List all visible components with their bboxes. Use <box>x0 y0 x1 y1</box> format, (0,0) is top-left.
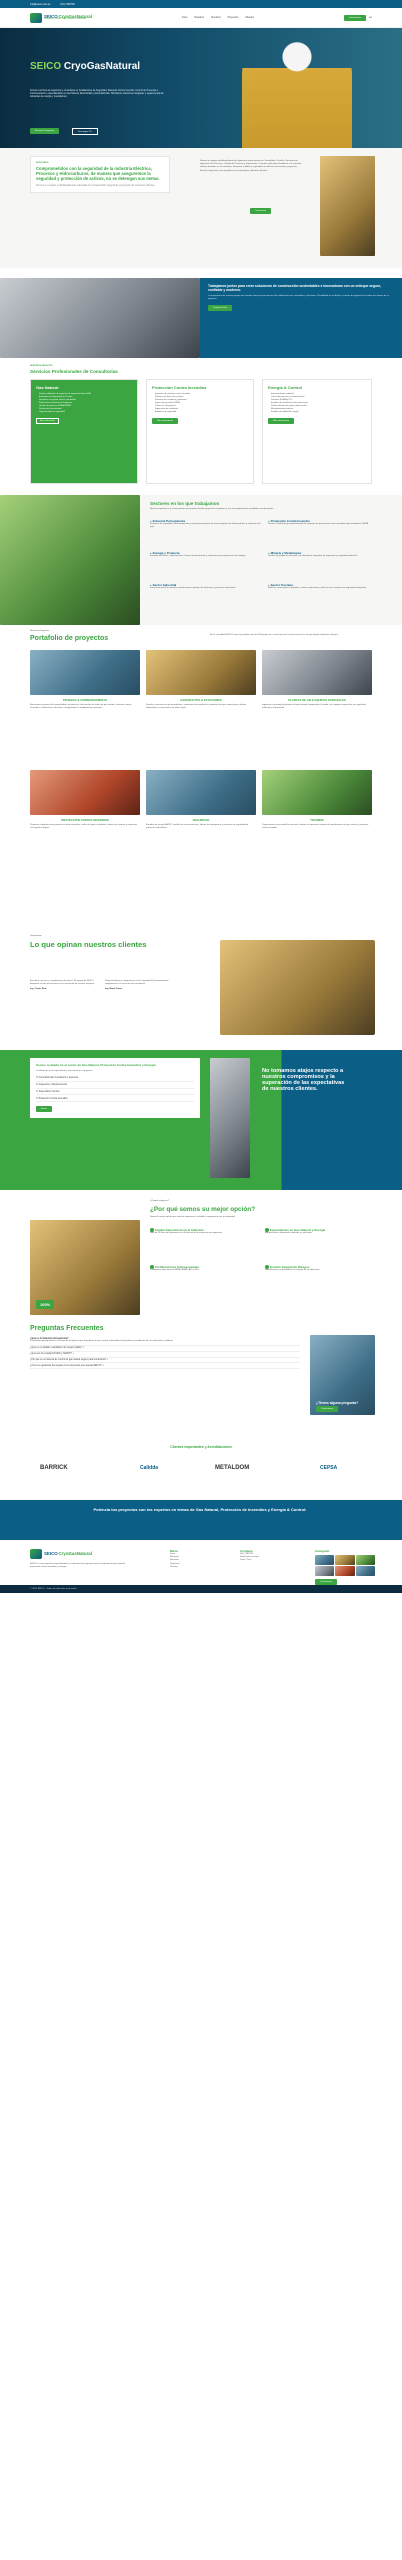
about-button[interactable]: Conócenos <box>250 208 271 214</box>
why-item: Especialistas en Gas Natural y Energía Equipo técnico altamente calificado y certificado. <box>265 1228 326 1235</box>
footer-link[interactable]: Inicio <box>170 1553 176 1555</box>
cta-title: Potencia tus proyectos con los expertos en temas de Gas Natural, Protección de Incendios y Energía & Control: <box>93 1507 307 1512</box>
nav-item-nosotros[interactable]: Nosotros <box>194 16 204 19</box>
footer-menu: Menú Inicio Nosotros Servicios Proyectos Clientes <box>170 1549 180 1568</box>
client-logo-metaldom: METALDOM <box>215 1465 250 1471</box>
why-subtitle: Somos la mejor opción por nuestra experiencia, calidad y compromiso con la seguridad. <box>150 1216 236 1218</box>
service-item: • Inspección y pruebas NFPA <box>155 402 248 405</box>
footer-link[interactable]: Nosotros <box>170 1556 179 1559</box>
why-badge: 100% <box>36 1300 54 1309</box>
sector-item: + Industria Petroquímica Sistemas de seguridad, instrumentación y control para plantas de procesamiento de hidrocarburos y refinerías del país. <box>150 519 261 529</box>
service-item: • Diseño eléctrico de media y baja tensión <box>271 405 366 408</box>
sector-item: + Protección Contra Incendio Diseño, instalación y mantenimiento de sistemas de protección contra incendios bajo estándares NFPA. <box>268 519 369 525</box>
sector-item: + Minería y Metalúrgica Gestión de proyectos mineros con soluciones integrales de ingeniería y seguridad industrial. <box>268 551 358 557</box>
brand-text-2: CryoGasNatural <box>58 13 92 19</box>
service-item: • Diseño y definición de proyectos de ingeniería básica GNV <box>39 393 132 396</box>
footer-contact-button[interactable]: Contáctanos <box>315 1579 337 1585</box>
project-photo <box>30 650 140 695</box>
service-card-energy <box>262 379 372 484</box>
portfolio-kicker: Nuestros Proyectos <box>30 630 50 632</box>
brand-text: SEICO <box>44 13 58 19</box>
project-photo <box>146 770 256 815</box>
hero-worker-image <box>242 34 352 148</box>
service-item: • Supervisión y Gerencia de Proyectos <box>39 402 132 405</box>
service-item: • Instrumentación industrial <box>271 393 366 396</box>
faq-item[interactable]: ¿Qué es un análisis cuantitativo de riesgos (QRA)? + <box>30 1346 300 1352</box>
service-item: • Estudios de coordinación de protecciones <box>271 402 366 405</box>
contact-text: Contáctanos y un especialista te asesorará en tu proyecto. <box>36 1069 93 1072</box>
footer-logo[interactable]: SEICO CryoGasNatural <box>30 1549 92 1559</box>
sectors-title: Sectores en los que trabajamos <box>150 501 220 506</box>
faq-list <box>30 1337 300 1369</box>
project-item[interactable]: SEGURIDAD Estudios de riesgo HAZOP, análisis de consecuencias, planes de emergencia y asesoría en seguridad de procesos industriales. <box>146 818 249 830</box>
phone-text[interactable]: (01) 7483726 <box>60 2 75 6</box>
sectors-subtitle: Nuestra experiencia y conocimiento nos permite atender proyectos complejos y a la vez proporcionar resultados excepcionales. <box>150 508 274 510</box>
banner-title: Trabajamos juntos para crear soluciones de construcción sustentables e innovadoras con un enfoque seguro, confiable y moderno. <box>208 284 382 293</box>
portfolio-section <box>0 630 402 930</box>
client-logo-barrick: BARRICK <box>40 1465 68 1471</box>
why-item: Amplia Experiencia en la Industria Más de 20 años de experiencia en la ejecución de proyectos de ingeniería. <box>150 1228 223 1235</box>
contact-submit-button[interactable]: Enviar <box>36 1106 52 1112</box>
footer-email[interactable]: info@seico.com.pe <box>240 1556 259 1559</box>
copyright-bar: © 2024 SEICO · Todos los derechos reservados <box>0 1585 402 1593</box>
footer-instagram: Instagram Contáctanos <box>315 1549 375 1585</box>
project-item[interactable]: PLANTAS DE GN & EQUIPOS ESPECIALES Ingeniería y montaje de plantas de gas natural comprimido y licuado, con equipos especiales de regulación, medición y odorización. <box>262 698 367 710</box>
logo-icon <box>30 13 42 23</box>
banner-photo <box>0 278 200 358</box>
contact-option[interactable]: ☐ Protección Contra Incendios <box>36 1095 194 1102</box>
client-logo-cepsa: CEPSA <box>320 1465 338 1471</box>
service-title: Gas Natural <box>36 385 59 390</box>
faq-item[interactable]: ¿Cómo se gestionan los riesgos en los proyectos que maneja SEICO? + <box>30 1363 300 1369</box>
services-title: Servicios Profesionales de Consultorías <box>30 369 118 374</box>
faq-cta-text: ¿Tienes alguna pregunta? <box>316 1401 359 1405</box>
testimonial-card: Profesionalismo y compromiso con la seguridad. Recomendamos ampliamente sus servicios de consultoría. Ing. María Torres <box>105 980 169 991</box>
faq-contact-button[interactable]: Contáctanos <box>316 1406 338 1412</box>
sectors-photo <box>0 495 140 625</box>
sectors-content <box>150 501 380 511</box>
footer <box>0 1545 402 2560</box>
testimonials-title: Lo que opinan nuestros clientes <box>30 940 147 949</box>
site-logo[interactable] <box>30 13 92 23</box>
banner-text: La experiencia de nuestro equipo nos permite ofrecer proyectos de alta calidad que son sostenibles y eficientes. Flexibilidad en el diseño y soporte de ingeniería en todas las etapas de su proyecto. <box>208 295 390 301</box>
gas-more-button[interactable]: Más información <box>36 418 59 424</box>
client-logo-calidda: Calidda <box>140 1465 159 1471</box>
service-item: • Pruebas de hermeticidad <box>39 408 132 411</box>
service-item: • Ingeniería de sistemas contra incendios <box>155 393 248 396</box>
cta-section <box>0 1500 402 1540</box>
service-card-fire <box>146 379 254 484</box>
contact-title: Somos tu aliado en el sector de Gas Natural, Protección Contra Incendios y Energía <box>36 1063 156 1067</box>
why-kicker: ¿Porqué elegirnos? <box>150 1200 170 1202</box>
main-nav <box>0 8 402 28</box>
service-item: • Planes de contingencia <box>155 405 248 408</box>
footer-description: SEICO es una empresa especializada en soluciones de ingeniería para la industria de gas natural, protección contra incendios y energía. <box>30 1563 126 1569</box>
projects-button[interactable]: Nuestros Proyectos <box>30 128 59 134</box>
project-item[interactable]: GASODUCTOS & ESTACIONES Diseño y construcción de gasoductos, estaciones de regulación y medición de gas natural para clientes industriales y comerciales en todo el país. <box>146 698 247 710</box>
about-subtitle: Somos un equipo multidisciplinario enfocado en el desarrollo integral de proyectos de nuestros clientes. <box>36 184 156 188</box>
service-title: Protección Contra Incendios <box>152 385 207 390</box>
project-photo <box>146 650 256 695</box>
faq-section <box>0 1325 402 1435</box>
project-photo <box>30 770 140 815</box>
hero <box>0 28 402 148</box>
footer-link[interactable]: Proyectos <box>170 1562 180 1565</box>
why-item: Certificaciones Internacionales Trabajamos bajo normas NFPA, ASME, API e ISO. <box>150 1265 200 1272</box>
contact-photo <box>210 1058 250 1178</box>
contact-quote: No tomamos atajos respecto a nuestros compromisos y la superación de las expectativas de nuestros clientes. <box>262 1068 345 1093</box>
contact-form <box>30 1058 200 1118</box>
download-cv-button[interactable]: Descargar CV <box>72 128 98 135</box>
contact-button[interactable]: Contactanos <box>344 15 366 21</box>
footer-link[interactable]: Servicios <box>170 1559 179 1562</box>
fire-more-button[interactable]: Más información <box>152 418 178 424</box>
service-item: • Control de procesos y automatización <box>271 396 366 399</box>
service-item: • Capacitaciones en seguridad <box>39 411 132 414</box>
about-text: Somos un equipo multidisciplinario de Ingenieros especialistas en Consultoría, Diseño, Construcción, Ingeniería de Procesos, Control de Procesos y Supervisión. Creamos relaciones duraderas con nuestros clientes basados en la confianza, eficiencia, calidad y seguridad en cada uno de nuestros proyectos. Nuestra trayectoria nos respalda en las principales industrias del país. <box>200 160 302 172</box>
service-item: • Supervisión de instalación <box>155 408 248 411</box>
faq-photo <box>310 1335 375 1415</box>
lang-selector[interactable]: ES <box>369 16 372 19</box>
hero-description: Somos una firma de ingeniería y consultoría en Instalaciones de Seguridad, Sistemas Contra Incendio, Control de Procesos e Instrumentación, especializados en Gas Natural, Electricidad y Automatización. Brindamos soluciones integrales y seguras para las industrias de energía y manufactura. <box>30 90 164 99</box>
email-text[interactable]: info@seico.com.pe <box>30 2 51 6</box>
service-item: • Ingeniería conceptual, básica y de detalle <box>39 399 132 402</box>
project-item[interactable]: PRUEBAS & COMISIONAMIENTO Ejecutamos pruebas de hermeticidad, resistencia y funcionales en redes de gas natural, sistemas contra incendio e instalaciones eléctricas, asegurando el cumplimiento normativo. <box>30 698 132 710</box>
project-photo <box>262 650 372 695</box>
sectors-section <box>0 495 402 625</box>
footer-link[interactable]: Clientes <box>170 1565 178 1568</box>
nav-item-proyectos[interactable]: Proyectos <box>227 16 239 19</box>
about-section <box>0 148 402 268</box>
logo-icon <box>30 1549 42 1559</box>
contact-option[interactable]: ☐ Inspección y Mantenimiento <box>36 1082 194 1089</box>
about-kicker: NOSOTROS <box>36 162 49 164</box>
clients-title: Clientes importantes y Acreditaciones <box>170 1445 232 1449</box>
service-title: Energía & Control <box>268 385 303 390</box>
hero-title: SEICO CryoGasNatural <box>30 61 141 72</box>
sector-item: + Sector Industrial Soluciones para la industria manufacturera, plantas de alimentos y procesos industriales. <box>150 583 237 589</box>
faq-item[interactable]: ¿Qué son los estudios HAZID y HAZOP? + <box>30 1352 300 1358</box>
about-card <box>30 156 170 193</box>
tagline: INGENIERIA · CONSULTORIA · GERENCIA · SEGURIDAD <box>44 19 87 21</box>
nav-item-servicios[interactable]: Servicios <box>210 16 221 19</box>
contact-section <box>0 1050 402 1190</box>
project-item[interactable]: TRAINING Capacitamos al personal de nuestros clientes en operación segura de instalaciones de gas natural y sistemas contra incendio. <box>262 818 369 830</box>
services-kicker: NUESTROS SERVICIOS <box>30 365 53 367</box>
energy-more-button[interactable]: Más información <box>268 418 294 424</box>
testimonials-section <box>0 935 402 1045</box>
top-bar <box>0 0 402 8</box>
sector-item: + Sector Terciario Edificios comerciales, hospitales, centros educativos y oficinas con sistemas de seguridad integrados. <box>268 583 367 589</box>
nav-item-inicio[interactable]: Inicio <box>181 16 188 19</box>
about-photo <box>320 156 375 256</box>
footer-phone[interactable]: (01) 7483726 <box>240 1553 254 1555</box>
testimonials-kicker: Testimonios <box>30 935 42 937</box>
footer-address: Lima - Perú <box>240 1559 252 1562</box>
service-card-gas <box>30 379 138 484</box>
about-title: Comprometidos con la seguridad de la industria Eléctrica, Procesos y Hidrocarburos, de manera que aseguremos la seguridad y protección de activos, no se detengan sus metas. <box>36 166 160 182</box>
why-title: ¿Por qué somos su mejor opción? <box>150 1206 256 1213</box>
contact-option[interactable]: ☐ Supervisión Técnica <box>36 1089 194 1096</box>
faq-item[interactable]: ¿Qué es la industria petroquímica? La industria petroquímica es la rama de la química que transforma el gas natural y derivados del petróleo en productos de uso industrial y cotidiano. <box>30 1337 300 1346</box>
project-photo <box>262 770 372 815</box>
why-section <box>0 1200 402 1320</box>
banner-section <box>0 278 402 358</box>
service-item: • Sistemas de rociadores y gabinetes <box>155 399 248 402</box>
testimonial-card: Excelente servicio y cumplimiento de plazos. El equipo de SEICO demostró un alto nivel técnico en la ejecución de nuestro proyecto. Ing. Carlos Ruiz <box>30 980 95 991</box>
services-section <box>0 365 402 490</box>
service-item: • Mantenimiento predictivo <box>271 408 366 411</box>
contact-option[interactable]: ☐ Consultoría En Consultoría y Gerencia <box>36 1075 194 1082</box>
nav-item-clientes[interactable]: Clientes <box>245 16 254 19</box>
nav-menu <box>182 16 254 19</box>
why-item: Gestión Integral de Riesgos Identificamos y controlamos los riesgos de su operación. <box>265 1265 320 1272</box>
service-item: • Gestión de permisos OSINERGMIN <box>39 405 132 408</box>
banner-button[interactable]: Proyectos Eco <box>208 305 232 311</box>
service-item: • Sistemas SCADA y PLC <box>271 399 366 402</box>
banner-panel <box>200 278 402 358</box>
portfolio-text: En la actualidad SEICO tiene ejecutados más de 500 proyectos a nivel nacional e internacional en las principales industrias del país. <box>210 634 339 636</box>
faq-item[interactable]: ¿Por qué es un sistema de control de gas natural seguro para la industria? + <box>30 1358 300 1364</box>
sector-item: + Energía y Potencia Estudios eléctricos, subestaciones, líneas de transmisión y soluciones para generación de energía. <box>150 551 247 557</box>
footer-contact: Contacto (01) 7483726 info@seico.com.pe Lima - Perú <box>240 1549 259 1562</box>
faq-title: Preguntas Frecuentes <box>30 1325 104 1332</box>
service-item: • Estaciones de Regulación de Presión <box>39 396 132 399</box>
project-item[interactable]: PROTECCIÓN CONTRA INCENDIOS Proyectos integrales de protección contra incendios: redes de agua, rociadores, detección, alarma y supresión con agentes limpios. <box>30 818 138 830</box>
testimonials-photo <box>220 940 375 1035</box>
service-item: • Estudios de calidad de energía <box>271 411 366 414</box>
service-item: • Auditorías de seguridad <box>155 411 248 414</box>
portfolio-title: Portafolio de proyectos <box>30 635 109 642</box>
clients-section <box>0 1445 402 1495</box>
service-item: • Sistemas de detección y alarma <box>155 396 248 399</box>
